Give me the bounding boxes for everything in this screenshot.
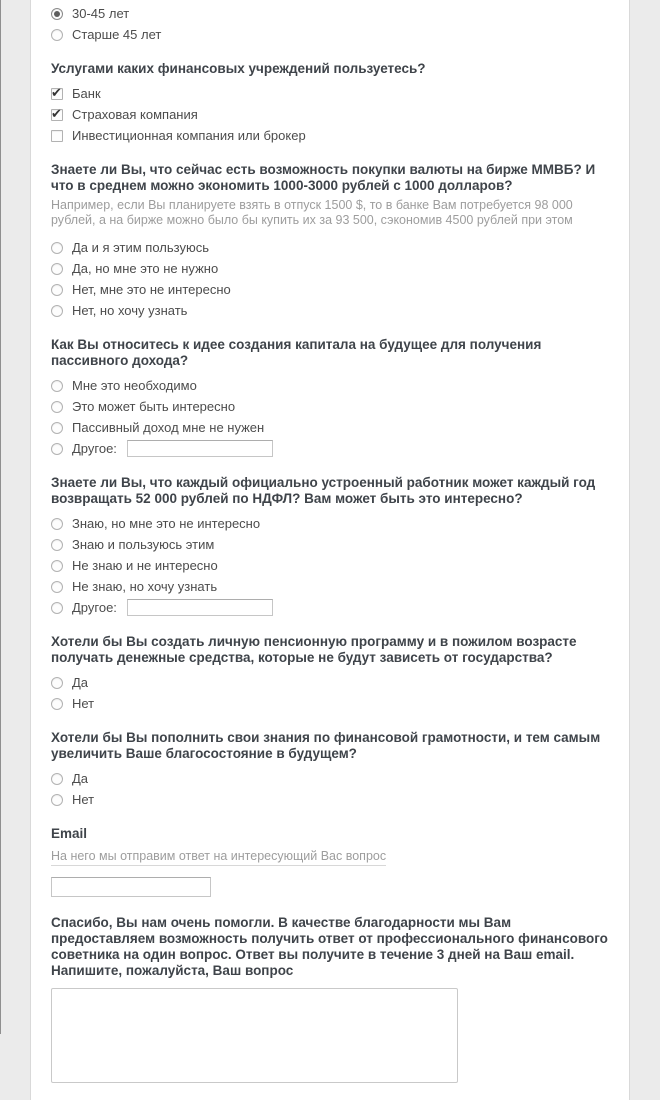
option-label: Пассивный доход мне не нужен xyxy=(72,420,265,435)
option-label: Да xyxy=(72,675,89,690)
radio-button[interactable] xyxy=(51,698,63,710)
radio-option[interactable] xyxy=(51,513,609,534)
radio-option[interactable] xyxy=(51,279,609,300)
radio-button[interactable] xyxy=(51,794,63,806)
question-section-institutions xyxy=(51,61,609,146)
checkbox-option[interactable] xyxy=(51,125,609,146)
option-label: Да xyxy=(72,771,89,786)
checkbox-option[interactable] xyxy=(51,83,609,104)
option-label: Инвестиционная компания или брокер xyxy=(72,128,306,143)
radio-option[interactable] xyxy=(51,672,609,693)
radio-option[interactable] xyxy=(51,24,609,45)
question-textarea[interactable] xyxy=(51,988,458,1083)
question-title: Хотели бы Вы создать личную пенсионную программу и в пожилом возрасте получать денежные средства, которые не будут зависеть от государства? xyxy=(51,634,577,665)
option-label: Знаю, но мне это не интересно xyxy=(72,516,261,531)
option-label: Нет xyxy=(72,792,95,807)
option-label: Страховая компания xyxy=(72,107,198,122)
question-title: Email xyxy=(51,826,88,841)
option-label: Знаю и пользуюсь этим xyxy=(72,537,215,552)
question-section-tax-refund xyxy=(51,475,609,618)
radio-option[interactable] xyxy=(51,555,609,576)
option-label: Нет xyxy=(72,696,95,711)
option-label: Старше 45 лет xyxy=(72,27,162,42)
question-section-currency-exchange xyxy=(51,162,609,321)
radio-option[interactable] xyxy=(51,375,609,396)
question-help: На него мы отправим ответ на интересующий Вас вопрос xyxy=(51,849,386,866)
radio-option[interactable] xyxy=(51,300,609,321)
option-label: Мне это необходимо xyxy=(72,378,197,393)
radio-option-other[interactable] xyxy=(51,597,609,618)
option-label: Это может быть интересно xyxy=(72,399,236,414)
radio-option-other[interactable] xyxy=(51,438,609,459)
radio-option[interactable] xyxy=(51,576,609,597)
question-section-passive-income xyxy=(51,337,609,459)
option-label: Да, но мне это не нужно xyxy=(72,261,219,276)
radio-button[interactable] xyxy=(51,8,63,20)
radio-button[interactable] xyxy=(51,422,63,434)
form-card xyxy=(30,0,630,1100)
option-label: Банк xyxy=(72,86,101,101)
check-icon: ✔ xyxy=(51,105,62,121)
radio-button[interactable] xyxy=(51,602,63,614)
option-label: Другое: xyxy=(72,600,117,615)
checkbox[interactable] xyxy=(51,84,63,100)
radio-option[interactable] xyxy=(51,768,609,789)
radio-button[interactable] xyxy=(51,773,63,785)
option-label: Нет, мне это не интересно xyxy=(72,282,231,297)
email-input[interactable] xyxy=(51,877,211,897)
radio-option[interactable] xyxy=(51,396,609,417)
radio-button[interactable] xyxy=(51,518,63,530)
question-section-final xyxy=(51,915,609,1083)
radio-option[interactable] xyxy=(51,534,609,555)
radio-button[interactable] xyxy=(51,581,63,593)
radio-option[interactable] xyxy=(51,3,609,24)
checkbox[interactable] xyxy=(51,105,63,121)
check-icon: ✔ xyxy=(51,84,62,100)
question-title: Знаете ли Вы, что сейчас есть возможность покупки валюты на бирже ММВБ? И что в среднем можно экономить 1000-3000 рублей с 1000 долларов? xyxy=(51,162,596,193)
question-title: Знаете ли Вы, что каждый официально устроенный работник может каждый год возвращать 52 000 рублей по НДФЛ? Вам может быть это интересно? xyxy=(51,475,596,506)
checkbox-option[interactable] xyxy=(51,104,609,125)
radio-button[interactable] xyxy=(51,380,63,392)
question-title: Спасибо, Вы нам очень помогли. В качестве благодарности мы Вам предоставляем возможность получить ответ от профессионального финансового советника на один вопрос. Ответ вы получите в течение 3 дней на Ваш email. Напишите, пожалуйста, Ваш вопрос xyxy=(51,915,608,978)
question-title: Услугами каких финансовых учреждений пользуетесь? xyxy=(51,61,426,76)
radio-option[interactable] xyxy=(51,789,609,810)
radio-button[interactable] xyxy=(51,305,63,317)
checkbox[interactable] xyxy=(51,130,63,142)
other-answer-input[interactable] xyxy=(127,599,273,616)
radio-option[interactable] xyxy=(51,417,609,438)
radio-option[interactable] xyxy=(51,693,609,714)
option-label: Не знаю и не интересно xyxy=(72,558,218,573)
radio-option[interactable] xyxy=(51,237,609,258)
radio-button[interactable] xyxy=(51,29,63,41)
radio-button[interactable] xyxy=(51,284,63,296)
question-help: Например, если Вы планируете взять в отпуск 1500 $, то в банке Вам потребуется 98 000 рублей, а на бирже можно было бы купить их за 93 500, сэкономив 4500 рублей при этом xyxy=(51,198,573,227)
question-title: Как Вы относитесь к идее создания капитала на будущее для получения пассивного дохода? xyxy=(51,337,542,368)
radio-button[interactable] xyxy=(51,263,63,275)
radio-button[interactable] xyxy=(51,242,63,254)
question-title: Хотели бы Вы пополнить свои знания по финансовой грамотности, и тем самым увеличить Ваше благосостояние в будущем? xyxy=(51,730,601,761)
option-label: Да и я этим пользуюсь xyxy=(72,240,209,255)
question-section-age xyxy=(51,3,609,45)
option-label: Не знаю, но хочу узнать xyxy=(72,579,218,594)
question-section-email xyxy=(51,826,609,897)
radio-button[interactable] xyxy=(51,443,63,455)
option-label: Другое: xyxy=(72,441,117,456)
option-label: Нет, но хочу узнать xyxy=(72,303,188,318)
radio-button[interactable] xyxy=(51,560,63,572)
radio-button[interactable] xyxy=(51,401,63,413)
question-section-pension xyxy=(51,634,609,714)
option-label: 30-45 лет xyxy=(72,6,130,21)
other-answer-input[interactable] xyxy=(127,440,273,457)
question-section-literacy xyxy=(51,730,609,810)
radio-option[interactable] xyxy=(51,258,609,279)
radio-button[interactable] xyxy=(51,539,63,551)
radio-button[interactable] xyxy=(51,677,63,689)
